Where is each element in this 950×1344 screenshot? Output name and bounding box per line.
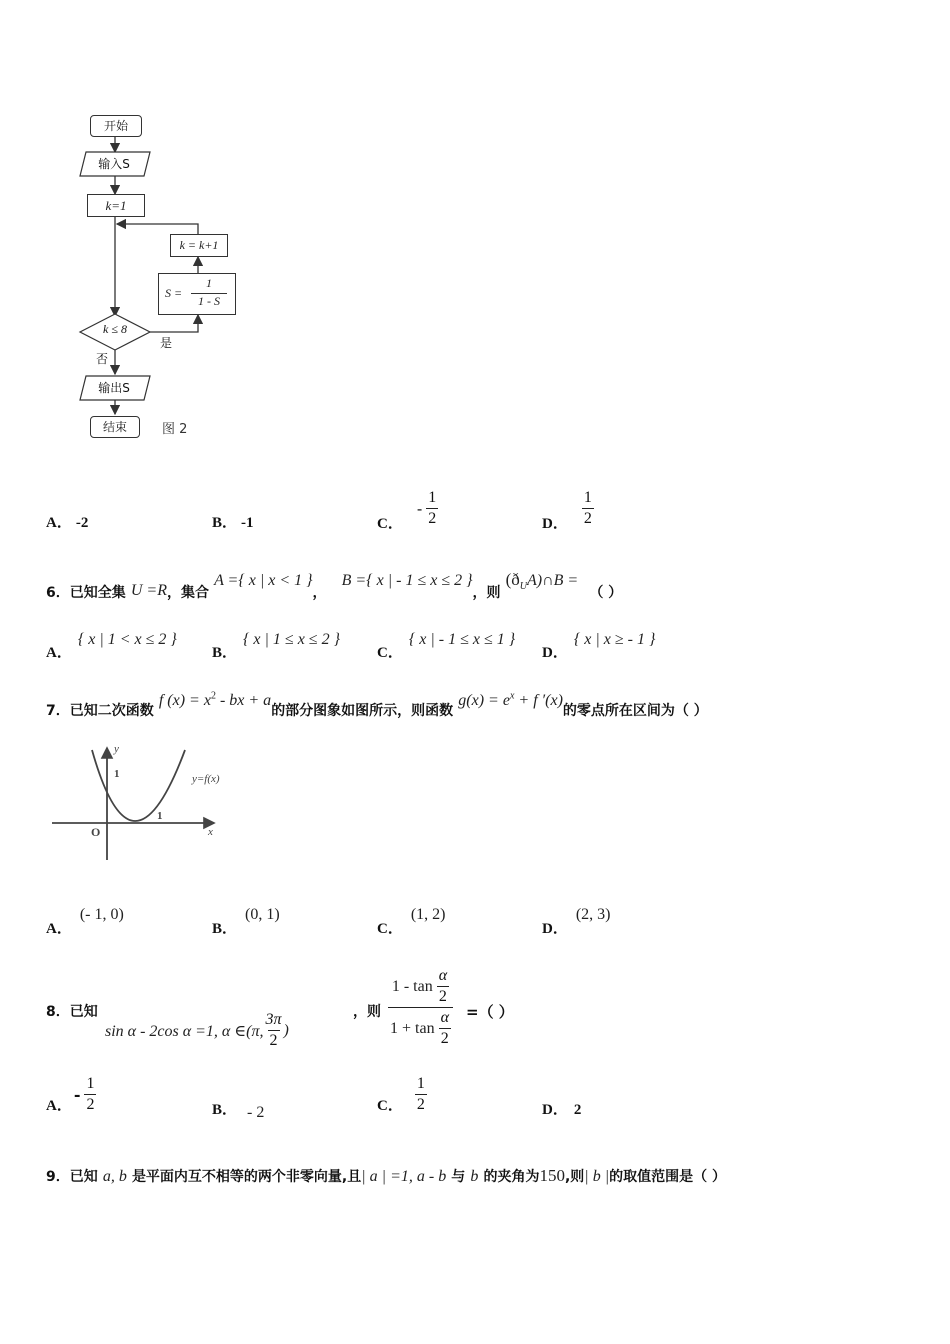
- option-value: { x | x ≥ - 1 }: [573, 631, 656, 648]
- math-set-a: A ={ x | x < 1 }: [214, 572, 313, 589]
- math-text: 1 - tan: [391, 977, 433, 995]
- parabola-curve: [92, 750, 185, 821]
- option-label: C．: [377, 1098, 403, 1114]
- q5-option-a[interactable]: [46, 511, 88, 532]
- fraction-denominator: 2: [428, 510, 437, 527]
- option-value: (2, 3): [575, 906, 611, 923]
- flowchart-increment: k = k+1: [170, 234, 228, 257]
- option-value: -2: [75, 515, 89, 531]
- flowchart-no: 否: [96, 352, 109, 366]
- math-angle: 150: [539, 1166, 565, 1185]
- option-value: { x | 1 ≤ x ≤ 2 }: [243, 631, 340, 648]
- option-value: -1: [241, 515, 254, 531]
- q8-option-c[interactable]: [377, 1074, 427, 1115]
- option-value: { x | - 1 ≤ x ≤ 1 }: [408, 631, 516, 648]
- stem-text: ，集合: [166, 585, 209, 601]
- fraction-numerator: α: [440, 1009, 449, 1026]
- option-label: B．: [212, 515, 238, 531]
- q5-option-d[interactable]: [542, 484, 594, 533]
- flowchart-caption: 图 2: [162, 422, 188, 437]
- math-subscript: U: [519, 581, 527, 593]
- fraction-denominator: 2: [86, 1096, 95, 1113]
- math-text: 1 + tan: [390, 1019, 435, 1037]
- stem-text: 是平面内互不相等的两个非零向量,且: [131, 1169, 362, 1185]
- option-label: A．: [46, 645, 72, 661]
- option-label: B．: [212, 645, 238, 661]
- math-condition: | a | =1, a - b: [361, 1168, 447, 1185]
- flowchart-update-lhs: S =: [165, 286, 183, 300]
- flowchart-start: 开始: [90, 115, 142, 137]
- q8-label: [46, 1001, 98, 1021]
- fraction-denominator: 2: [583, 510, 592, 527]
- q9-stem: [46, 1166, 726, 1186]
- x-tick-label: 1: [157, 810, 163, 822]
- option-label: D．: [542, 1102, 568, 1118]
- math-abs-b: | b |: [584, 1168, 610, 1185]
- option-value: 2: [573, 1102, 582, 1118]
- x-axis-label: x: [208, 826, 213, 838]
- stem-text: ，: [312, 585, 327, 601]
- answer-paren: （ ）: [589, 585, 623, 601]
- math-superscript: 2: [210, 690, 216, 702]
- fraction-denominator: 2: [440, 1030, 449, 1047]
- fraction-denominator: 2: [438, 988, 447, 1005]
- question-number: 6．: [46, 585, 70, 601]
- option-label: D．: [542, 645, 568, 661]
- option-label: A．: [46, 1098, 72, 1114]
- flowchart-update: [158, 273, 236, 315]
- math-fraction: [264, 1010, 284, 1051]
- math-f-definition: f (x) = x: [158, 692, 211, 709]
- stem-text: 已知二次函数: [69, 703, 154, 719]
- q6-option-d[interactable]: [542, 628, 656, 661]
- option-fraction: [415, 1074, 427, 1115]
- flowchart-end: 结束: [90, 416, 140, 438]
- math-condition: sin α - 2cos α =1, α ∈(π,: [105, 1022, 264, 1040]
- stem-text: 的零点所在区间为（ ）: [562, 703, 708, 719]
- option-value: (1, 2): [410, 906, 446, 923]
- q6-stem: [46, 570, 623, 601]
- fraction-denominator: 2: [269, 1032, 278, 1049]
- math-intersection: A)∩B =: [527, 572, 579, 589]
- stem-text: ，则: [353, 1004, 381, 1020]
- math-f-definition-rest: - bx + a: [215, 692, 272, 709]
- option-value: (0, 1): [245, 906, 280, 923]
- fraction-numerator: 3π: [265, 1011, 282, 1028]
- stem-text: 已知: [69, 1004, 98, 1020]
- fraction-numerator: 1: [583, 489, 592, 506]
- expression-numerator: [390, 966, 451, 1007]
- stem-text: 已知: [69, 1169, 98, 1185]
- origin-label: O: [91, 825, 101, 839]
- fraction-numerator: 1: [428, 489, 437, 506]
- y-axis-label: y: [114, 743, 119, 755]
- q7-stem: [46, 690, 708, 719]
- option-label: B．: [212, 921, 238, 937]
- q8-option-d[interactable]: [542, 1098, 581, 1119]
- math-paren: ): [283, 1021, 289, 1039]
- math-vectors: a, b: [102, 1168, 127, 1185]
- q8-expression: [388, 966, 453, 1049]
- stem-text: 的夹角为: [483, 1169, 540, 1185]
- question-number: 9．: [46, 1169, 70, 1185]
- q5-option-b[interactable]: [212, 511, 254, 532]
- q8-option-a[interactable]: [46, 1074, 96, 1115]
- q7-option-a[interactable]: [46, 903, 124, 937]
- flowchart-init: k=1: [87, 194, 145, 217]
- math-universal-set: U =R: [130, 582, 167, 599]
- math-set-b: B ={ x | - 1 ≤ x ≤ 2 }: [341, 572, 473, 589]
- stem-text: 与: [451, 1169, 466, 1185]
- option-label: A．: [46, 921, 72, 937]
- option-sign: -: [73, 1085, 81, 1104]
- option-value: (- 1, 0): [79, 906, 124, 923]
- math-superscript: x: [509, 690, 515, 702]
- q7-parabola-graph: [50, 742, 240, 867]
- answer-paren: =（ ）: [466, 1003, 514, 1021]
- flowchart-yes: 是: [160, 336, 173, 350]
- option-label: B．: [212, 1102, 238, 1118]
- option-label: C．: [377, 645, 403, 661]
- math-g-definition-rest: + f ′(x): [514, 692, 563, 709]
- option-label: D．: [542, 516, 568, 532]
- fraction-numerator: α: [438, 967, 448, 984]
- option-label: D．: [542, 921, 568, 937]
- q6-option-b[interactable]: [212, 628, 340, 661]
- q8-condition: [105, 1010, 289, 1051]
- option-fraction: [84, 1074, 96, 1115]
- fraction-numerator: 1: [86, 1075, 95, 1092]
- flowchart-update-num: 1: [206, 276, 212, 290]
- flowchart-update-den: 1 - S: [191, 293, 227, 309]
- option-value: - 2: [247, 1104, 265, 1121]
- fraction-numerator: 1: [416, 1075, 425, 1092]
- stem-text: 的取值范围是（ ）: [609, 1169, 726, 1185]
- option-sign: -: [416, 499, 423, 518]
- flowchart-input: 输入S: [98, 157, 130, 171]
- q7-option-b[interactable]: [212, 903, 280, 937]
- stem-text: ,则: [564, 1169, 585, 1185]
- expression-denominator: [388, 1007, 453, 1049]
- q6-option-a[interactable]: [46, 628, 177, 661]
- q7-option-c[interactable]: [377, 903, 446, 937]
- curve-label: y=f(x): [192, 773, 220, 785]
- question-number: 7．: [46, 703, 70, 719]
- y-tick-label: 1: [114, 768, 120, 780]
- math-g-definition: g(x) = e: [458, 692, 510, 709]
- option-label: C．: [377, 921, 403, 937]
- q8-option-b[interactable]: [212, 1098, 264, 1119]
- q5-option-c[interactable]: [377, 484, 438, 533]
- stem-text: 已知全集: [69, 585, 126, 601]
- fraction-denominator: 2: [416, 1096, 425, 1113]
- question-number: 8．: [46, 1004, 70, 1020]
- option-fraction: [582, 488, 594, 529]
- flowchart-condition: k ≤ 8: [103, 322, 127, 336]
- option-label: C．: [377, 516, 403, 532]
- q7-option-d[interactable]: [542, 903, 611, 937]
- option-label: A．: [46, 515, 72, 531]
- q6-option-c[interactable]: [377, 628, 516, 661]
- flowchart-output: 输出S: [98, 381, 130, 395]
- stem-text: ，则: [472, 585, 501, 601]
- option-value: { x | 1 < x ≤ 2 }: [77, 631, 177, 648]
- stem-text: 的部分图象如图所示，则函数: [271, 703, 454, 719]
- option-fraction: [426, 488, 438, 529]
- math-complement: (ð: [505, 570, 520, 589]
- math-vector-b: b: [470, 1168, 479, 1185]
